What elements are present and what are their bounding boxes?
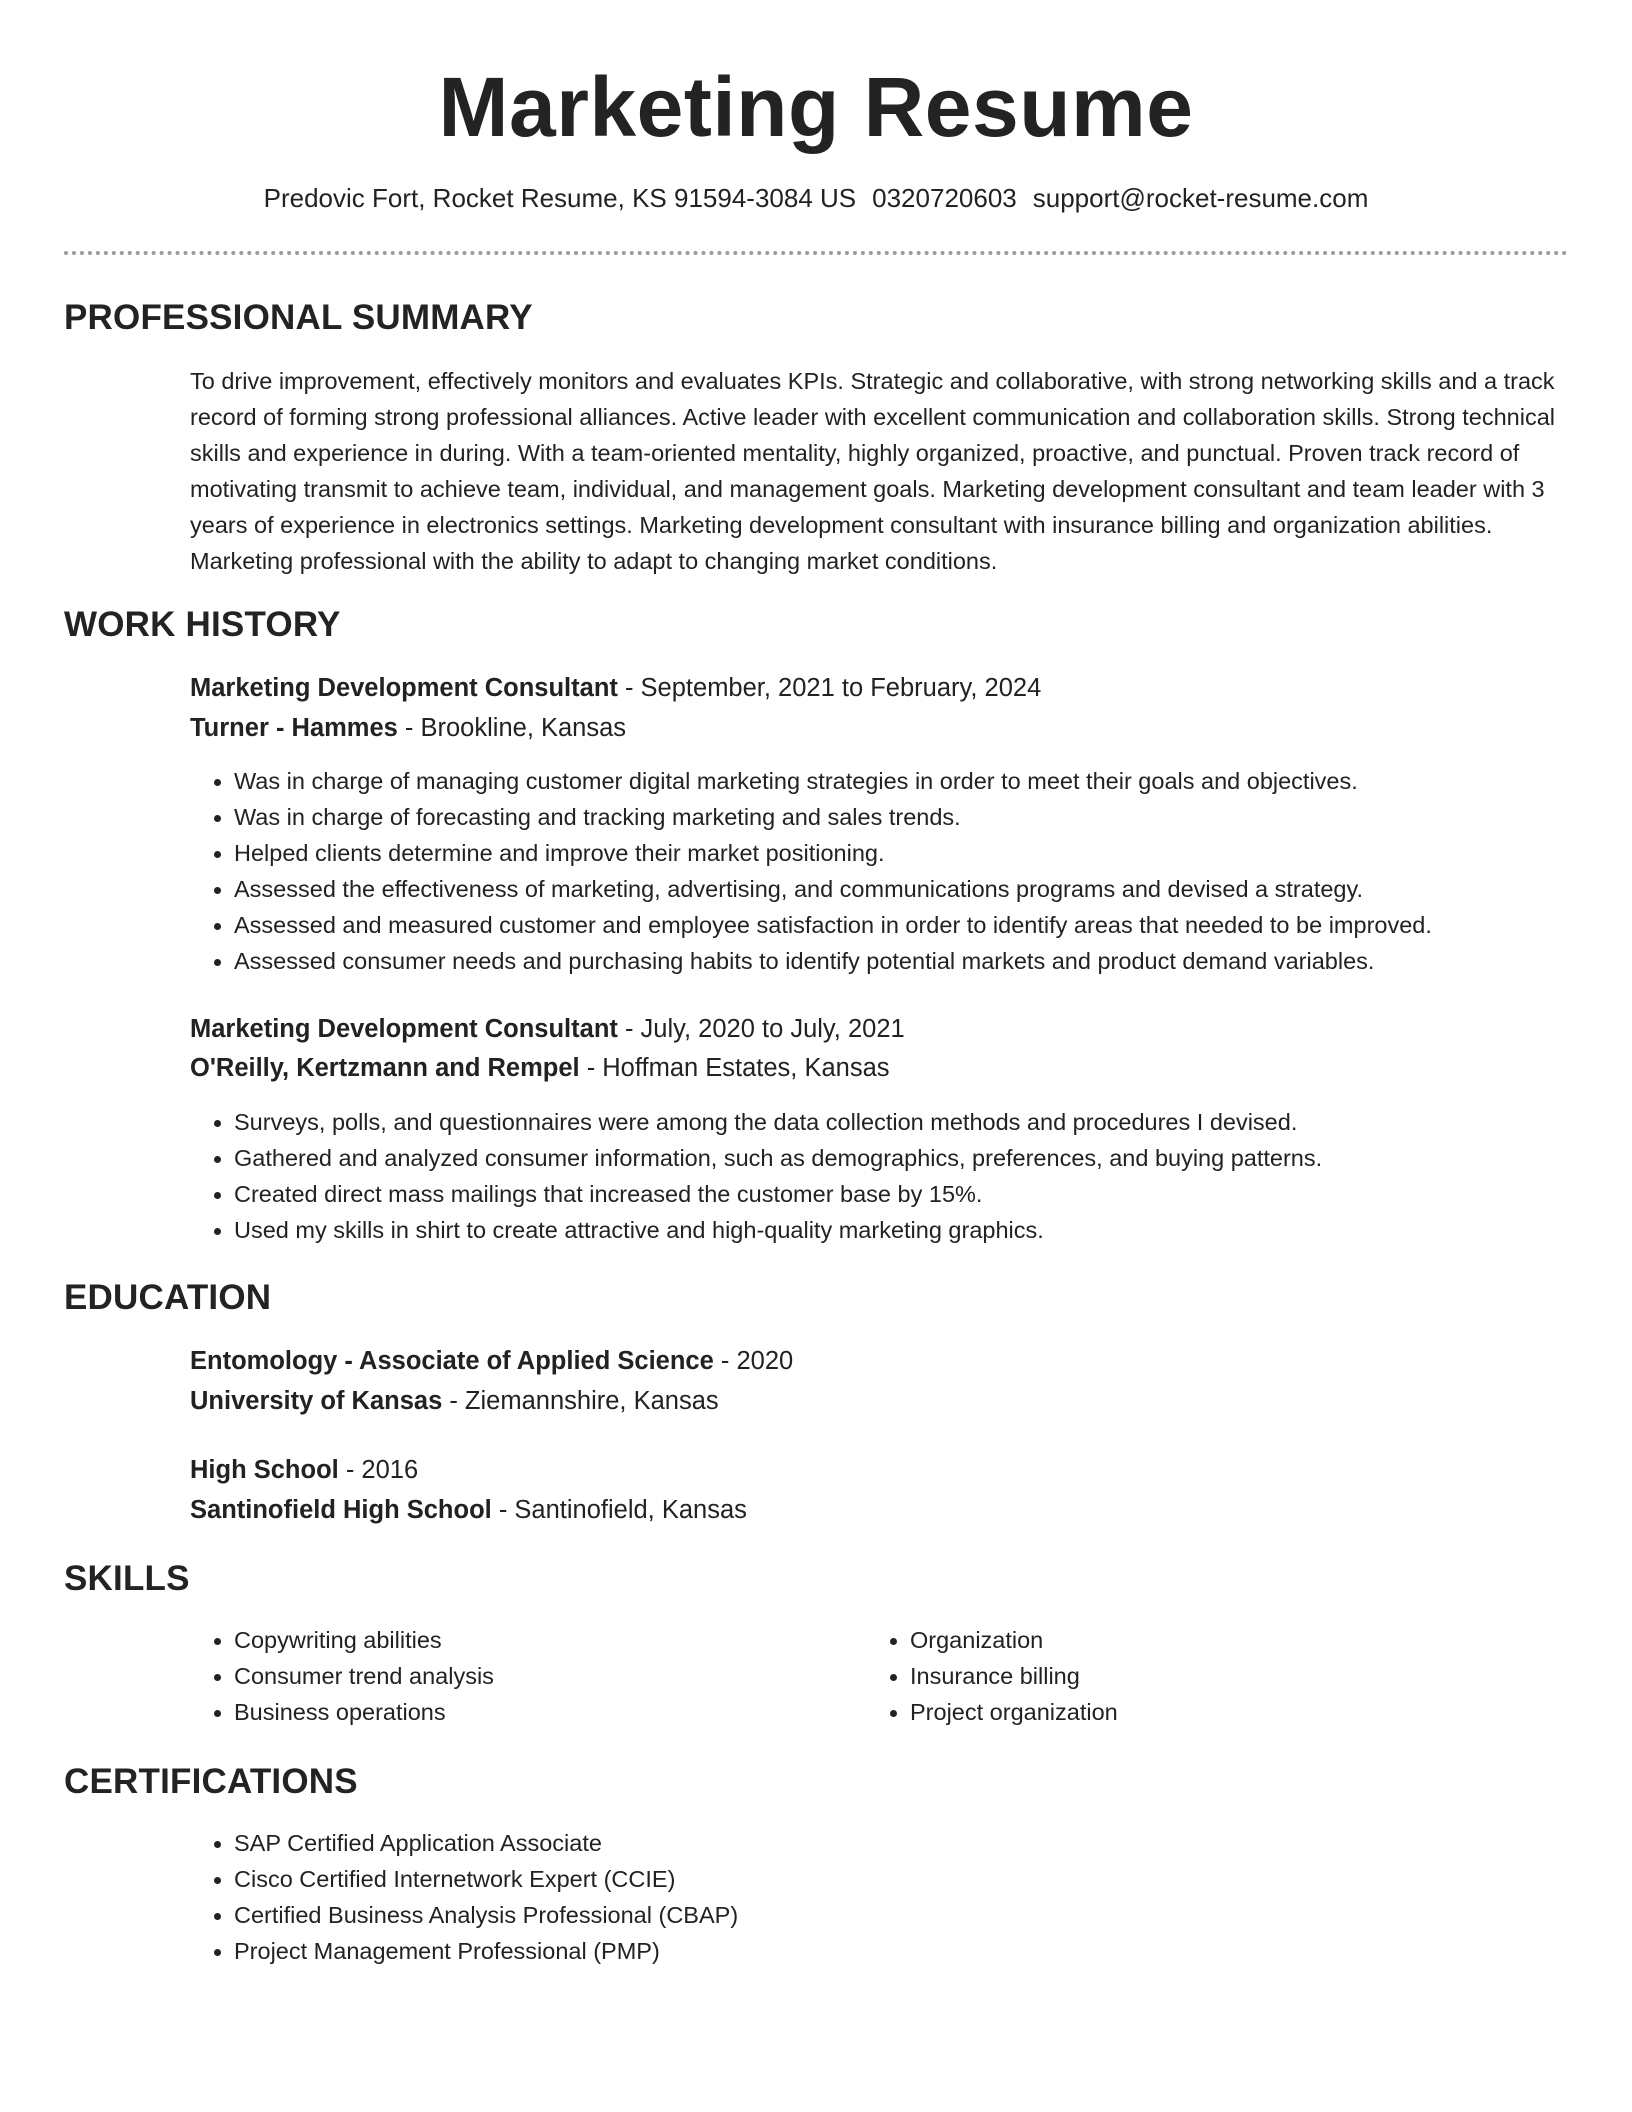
summary-text: To drive improvement, effectively monitors and evaluates KPIs. Strategic and collaborative, with strong networking skills and a track record of forming strong professional alliances. Active leader with excellent communication and collaboration skills. Strong technical skills and experience in during. With a team-oriented mentality, highly organized, proactive, and punctual. Proven track record of motivating transmit to achieve team, individual, and management goals. Marketing development consultant and team leader with 3 years of experience in electronics settings. Marketing development consultant with insurance billing and organization abilities. Marketing professional with the ability to adapt to changing market conditions. [190,368,1555,574]
list-item: • Insurance billing [910,1658,1118,1694]
job-2-title-line [190,1011,905,1047]
list-item: • Surveys, polls, and questionnaires were among the data collection methods and procedures I devised. [234,1104,1322,1140]
list-item: • Created direct mass mailings that increased the customer base by 15%. [234,1176,1322,1212]
list-item: • Was in charge of forecasting and tracking marketing and sales trends. [234,799,1432,835]
job-2-company-line [190,1050,890,1086]
contact-phone: 0320720603 [872,183,1017,213]
job-dates: - July, 2020 to July, 2021 [617,1015,905,1043]
list-item: • Copywriting abilities [234,1622,494,1658]
education-2-degree-line [190,1452,418,1488]
list-item: • Assessed and measured customer and employee satisfaction in order to identify areas that needed to be improved. [234,907,1432,943]
job-1-bullets [190,763,1432,979]
education-location: - Ziemannshire, Kansas [442,1387,719,1415]
job-1-title-line [190,670,1041,706]
list-item: • Certified Business Analysis Professional (CBAP) [234,1897,738,1933]
list-item: • Gathered and analyzed consumer information, such as demographics, preferences, and buying patterns. [234,1140,1322,1176]
list-item: • Was in charge of managing customer digital marketing strategies in order to meet their goals and objectives. [234,763,1432,799]
job-location: - Brookline, Kansas [397,714,627,742]
education-1-degree-line [190,1343,793,1379]
education-year: - 2016 [338,1456,419,1484]
job-dates: - September, 2021 to February, 2024 [617,674,1042,702]
summary-heading: PROFESSIONAL SUMMARY [64,298,533,337]
education-degree: High School [190,1456,339,1484]
skills-list-left [190,1622,494,1730]
job-1-company-line [190,710,626,746]
contact-line [0,180,1632,216]
contact-email: support@rocket-resume.com [1032,183,1369,213]
job-title: Marketing Development Consultant [190,674,618,702]
list-item: • SAP Certified Application Associate [234,1825,738,1861]
resume-title: Marketing Resume [438,60,1194,154]
education-year: - 2020 [713,1347,794,1375]
list-item: • Consumer trend analysis [234,1658,494,1694]
list-item: • Organization [910,1622,1118,1658]
education-school: Santinofield High School [190,1496,492,1524]
contact-address: Predovic Fort, Rocket Resume, KS 91594-3084 US [263,183,857,213]
list-item: • Used my skills in shirt to create attractive and high-quality marketing graphics. [234,1212,1322,1248]
job-title: Marketing Development Consultant [190,1015,618,1043]
job-location: - Hoffman Estates, Kansas [579,1054,890,1082]
job-company: Turner - Hammes [190,714,398,742]
education-degree: Entomology - Associate of Applied Science [190,1347,714,1375]
certifications-heading: CERTIFICATIONS [64,1762,358,1801]
education-1-school-line [190,1383,719,1419]
list-item: • Cisco Certified Internetwork Expert (CCIE) [234,1861,738,1897]
work-history-heading: WORK HISTORY [64,605,341,644]
education-heading: EDUCATION [64,1278,272,1317]
list-item: • Assessed consumer needs and purchasing habits to identify potential markets and product demand variables. [234,943,1432,979]
certifications-list [190,1825,738,1969]
list-item: • Project Management Professional (PMP) [234,1933,738,1969]
education-2-school-line [190,1492,747,1528]
education-location: - Santinofield, Kansas [491,1496,747,1524]
education-school: University of Kansas [190,1387,443,1415]
list-item: • Helped clients determine and improve their market positioning. [234,835,1432,871]
skills-heading: SKILLS [64,1559,190,1598]
list-item: • Assessed the effectiveness of marketing, advertising, and communications programs and devised a strategy. [234,871,1432,907]
skills-list-right [866,1622,1118,1730]
job-company: O'Reilly, Kertzmann and Rempel [190,1054,580,1082]
list-item: • Project organization [910,1694,1118,1730]
job-2-bullets [190,1104,1322,1248]
list-item: • Business operations [234,1694,494,1730]
header-divider [64,251,1568,255]
